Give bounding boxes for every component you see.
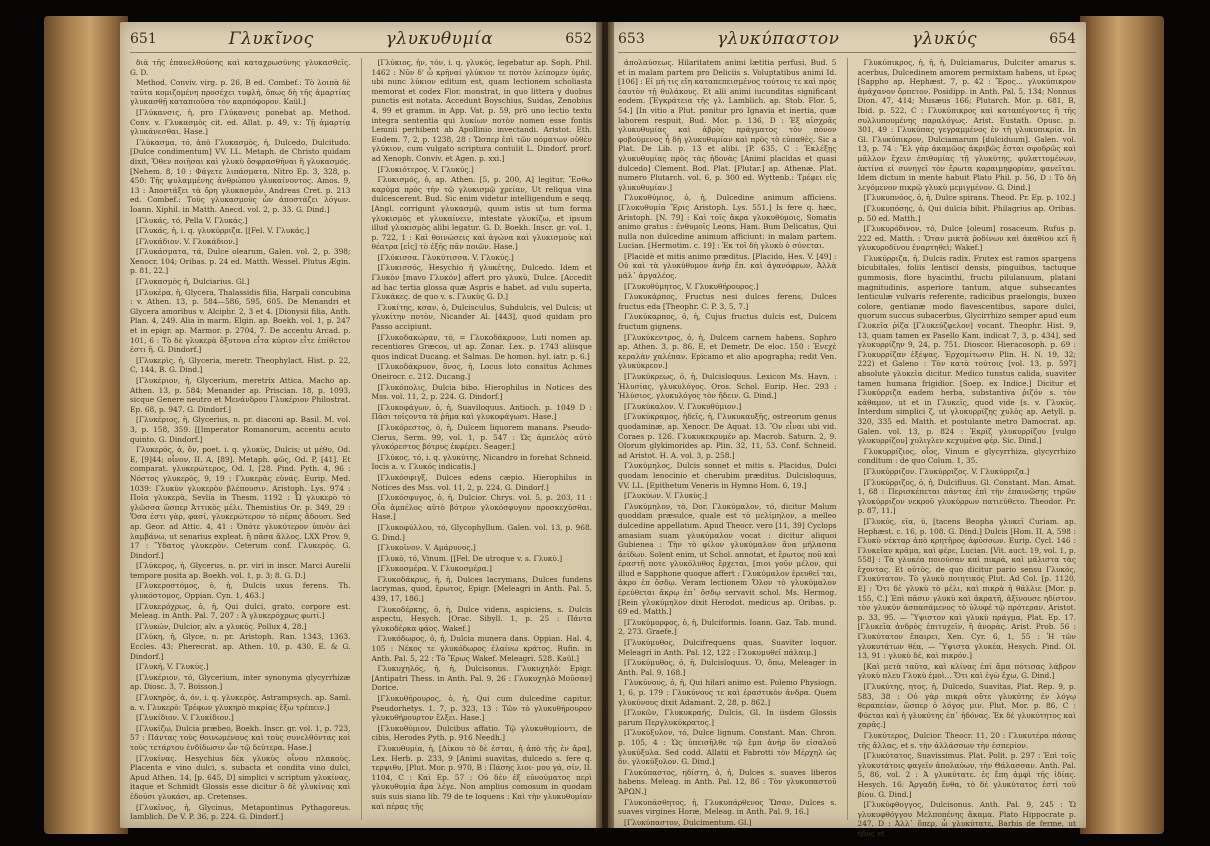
dictionary-entry: [Γλυκάσματα, τά, Dulce olearum, Galen. vol. 2, p. 398; Xenocr. 104; Oribas. p. 24 ed. Matth. Wessel. Plutus Ægin. p. 81, 22.]	[130, 247, 351, 276]
dictionary-entry: [Γλυκηρὸς, ἁ, όν, i. q. γλυκερὸς. Astrampsych. ap. Saml. a. v. Γλυκερὸ: Τρέφων γλυκηρὸ πικρίας ἔξω τρέπειν.]	[130, 693, 351, 712]
dictionary-entry: [Γλυκίζω, Dulcia præbeo, Boekh. Inscr. gr. vol. 1, p. 723, 57 : Πάντας τοὺς θοινωμένους καὶ τοὺς συνελθόντας κοὶ τοὺς τετάρτου ἐνδίδωσιν ὧν τῷ δεύτερα. Hase.]	[130, 723, 351, 752]
dictionary-entry: [Γλυκισσός, Hesychio ἡ γλυκέτης, Dulcedo. Idem et Γλυκὸν [mavo Γλυκόν] affert pro γλυκὺ, Dulce. [Accedit ad hac tertia glossa quæ Aspris e habet. ad vulu superta, Γλυκάκες. de quo v. s. Γλυκὺς G. D.]	[371, 263, 592, 302]
column-number-653: 653	[618, 31, 645, 47]
dictionary-entry: Γλυκυπάσθητος, ἡ, Γλυκυπάρθενος Ὥσαν, Dulces s. suaves virgines Horæ, Meleag. in Anth. Pal. 9, 16.]	[618, 797, 837, 817]
dictionary-entry: διὰ τῆς ἐπανελθούσης καὶ καταχρωσύνης γλυκασθεῖς. G. D.	[130, 58, 351, 77]
column-divider	[847, 58, 848, 820]
dictionary-entry: [Γλυκύρριζον. Γλυκύρριζος. V. Γλυκύρριζα.]	[863, 466, 1030, 476]
dictionary-entry: [Γλυκύμυθος, ὁ, ἡ, Dulcisloquus. Ὁ, ὅπω, Meleager in Anth. Pal. 9, 168.]	[618, 658, 837, 677]
dictionary-entry: [Γλυκερὶς, ἡ, Glyceria, meretr. Theophylact. Hist. p. 22, C, 144, B. G. Dind.]	[130, 355, 351, 375]
dictionary-entry: [Γλύκερος, ἡ, Glycerus, n. pr. viri in inscr. Marci Aurelii tempore posita ap. Boekh. vol. 1, p. 3; 8. G. D.]	[130, 561, 351, 580]
dictionary-entry: [Γλύκη, ἡ, Glyce, n. pr. Aristoph. Ran. 1343, 1363. Eccles. 43; Pherecrat. ap. Athen. 10, p. 430, E. & G. Dindorf.]	[130, 632, 351, 661]
left-book-edge	[44, 16, 128, 834]
dictionary-entry: [Γλυκύκραμος, ἡδεῖς, ἡ, Γλυκυκαυξῆς, ostreorum genus quodaminæ, ap. Xenocr. De Aquat. 13. Ὃν εἶναι ubi vid. Coraes p. 126. Γλυκυκεκρυμέν ap. Macrob. Saturn. 2, 9. Olorum glykimorides ap. Plin. 32, 11, 53. Conf. Schneid. ad Aristot. H. A. vol. 3, p. 258.]	[618, 412, 837, 460]
column-651-text	[130, 58, 351, 820]
dictionary-entry: [Γλυκέριον, τό, Glycerium, inter synonyma glycyrrhizæ ap. Diosc. 3, 7. Boisson.]	[130, 672, 351, 692]
dictionary-entry: Γλυκύνους, ὁ, ἡ, Qui hilari animo est. Polemo Physiogn. 1, 6, p. 179 : Γλυκύνους τε καὶ ἐραστικὸν ἀνδρα. Quem γλυκύνους dixit Adamant. 2, 28, p. 862.]	[618, 678, 837, 707]
column-divider	[361, 58, 362, 820]
dictionary-entry: Γλυκύκαρπος, ὁ, ἡ, Cujus fructus dulcis est, Dulcem fructum gignens.	[618, 312, 837, 332]
header-rule	[618, 52, 1076, 53]
dictionary-entry: [Γλυκόσφυγος, ὁ, ἡ, Dulcior. Chrys. vol. 5, p. 203, 11 : Οἷα ἀμπέλος αὐτὸ βότρυν γλυκόσφυγον προσκεχύσθαι. Hase.]	[371, 493, 592, 522]
dictionary-entry: [Γλυκύτης, ητος, ἡ, Dulcedo, Suavitas, Plat. Rep. 9, p. 583, 38 : Οὐ γὰρ πικρὰ οὔτε γλυκύτης ἐν λόγῳ θεραπείαν, ὥσπερ ὁ λόγος μιν. Plut. Mor. p. 86, C : Φύεται καὶ ἡ γλυκύτης ἐπ᾽ ἡδόνας. Ἐκ δὲ γλυκύτητος καὶ χαρᾶς.]	[857, 682, 1076, 730]
dictionary-entry: [Γλυκύπαστον, Dulcimentum. Gl.]	[624, 817, 752, 827]
dictionary-entry: ἀπολαύσεως. Hilaritatem animi lætitia perfusi, Bud. 5 et in malam partem pro Deliciis s. Voluptatibus animi Id. [106] : Εἰ μή τις εἴη καταπεπεισμένος τούτοις τε καὶ πρὸς ἑαυτὸν τῇ θυλάκους. Et alii animi iucunditas significant eodem. [Ἐγκράτεια τῆς γλ. Lamblich. ap. Stob. Flor. 5, 54.] [In vitio a Plut. ponitur pro Ignavia et inertia, quæ laborem respuit, Bud. Mor. p. 136, D : Ἐξ αἰσχρᾶς γλυκυθυμίας καὶ ἀβρὸς πράγματος τὸν πόνον φοβούμενος ἦ δὴ γλυκυθυμίαν καὶ πρὸς τὸ εὐπαθὲς. Sic a Plat. De Lib. p. 13 et alibi. [P. 635, C : Ἐκλέξῃς γλυκυθυμίας πρὸς τὰς ἡδονὰς [Animi placidas et quasi dulcedo] Clement. Bod. Plat. [Plutar.] ap. Athenæ. Plat. numero Plutarch. vol. 6, p. 300 ed. Wyttenb.: Τρέφει εἰς γλυκυθυμίαν.]	[618, 58, 837, 192]
dictionary-entry: [Γλυκυθύμιον, Dulcibus affatio. Τῷ γλυκυθυμίοντι, de cibis, Herodes Pyth. p. 916 Needh.]	[371, 723, 592, 743]
right-page-columns	[618, 58, 1076, 838]
dictionary-entry: [Γλυκόσφιγξ, Dulces edens cæpio. Hierophilus in Notices des Mss. vol. 11, 2, p. 224. G. Dindorf.]	[371, 472, 592, 492]
dictionary-entry: Γλυκίτης, κσαν, ὁ, Dulcisculus, Subdulcis, vel Dulcis; ut γλυκίτην ποτὸν, Nicander Al. [443], quod quidam pro Passo accipiunt.	[371, 302, 592, 332]
dictionary-entry: Γλυκυκάρπος, Fructus nesi dulces ferens, Dulces fructus eda [Theophr. C. P. 3, 5, 7.]	[618, 292, 837, 311]
dictionary-entry: [Γλυκύκρεως, ὁ, ἡ, Dulcisloquus. Lexicon Ms. Havn. : Ἠλυσίας, γλυκυλόγος. Oros. Schol. Eurip. Hec. 293 : Ἠλύσιος, γλυκυλόγος τὸν ἤδειν. G. Dind.]	[618, 372, 837, 401]
column-654-text	[857, 58, 1077, 838]
dictionary-entry: [Placidè et mitis animo præditus. [Placido, Hes. V. [49] : Οὐ καὶ τὰ γλυκύθυμον ἀνὴρ ἔπ. καὶ ἀγανόφρων, Ἀλλὰ μάλ᾽ ἀργαλέος.	[618, 251, 837, 281]
dictionary-entry: [Γλυκοσμέρα. V. Γλυκοσμέρα.]	[377, 564, 492, 574]
dictionary-entry: [Γλυκύτατος, Suavissimus. Plat. Polit. p. 297 : Ἐπὶ τοῖς γλυκυτάτοις φαγεῖν ἀπολαύων, τὴν Θάλασσαν. Anth. Pal. 5, 86, vol. 2 : Ἁ γλυκύτατε. ἐς ἔπη ἀμφὶ τῆς ἰδίας. Hesych. 16: Ἀργαδὴ ἔνθα, τὸ δὲ γλυκύτατος ἐστὶ τοῦ βίου. G. Dind.]	[857, 751, 1076, 799]
dictionary-entry: [Γλυκυπόσης, ὁ, Qui dulcia bibit. Philagrius ap. Oribas. p. 50 ed. Matth.]	[857, 203, 1076, 223]
header-rule	[130, 52, 592, 53]
dictionary-entry: [Γλυκόπολις, Dulcia bibo. Hierophilus in Notices des Mss. vol. 11, 2, p. 224. G. Dindorf.]	[371, 382, 592, 402]
dictionary-entry: [Γλυκοῖνον. V. Αμάρυνος.]	[377, 543, 476, 553]
dictionary-entry: [Γλυκών, Dulcior, alv. a γλυκύς. Pollux 4, 28.]	[136, 621, 307, 631]
dictionary-entry: [Γλυκύφθογγος, Dulcisonus. Anth. Pal. 9, 245 : Ὤ γλυκυφθόγγου Μελποπένης ἄκαμα. Plato Hippocrate p. 247, D : Ἀλλ᾽ ὅπερ, ὦ γλυκύτατε, Barbis de ferme, ut ἡδὺς et	[857, 800, 1076, 838]
dictionary-entry: [Γλυκάδιον. V. Γλυκάδιον.]	[136, 236, 238, 246]
dictionary-entry: [Γλυκέρα, ἡ, Glycera, Thalassidis filia, Harpali concubina : v. Athen. 13, p. 584—586, 595, 605. De Menandri et Glycera amoribus v. Alciphr. 2, 3 et 4. [Dionysii filia, Anth. Plan. 4, 249. Alia in marm. Elgin. ap. Boekh. vol. 1, p. 247 et in epigr. ap. Marmor. p. 2704, 7. De accentu Arcad. p. 101, 6 : Τὸ δὲ γλυκερὰ ὄξυτονα εἶτα κύριον εἶτε ἐπίθετον ἐστι ἢ. G. Dindorf.]	[130, 287, 351, 355]
dictionary-entry: [Γλυκίνας. Hesychius δὲκ γλυκὺς οἶνου πλακοὺς. Placenta e vino dulci, s. subacta et condita vino dulci, Apud Athen. 14, [p. 645, D] simplici v scriptum γλυκίνας, itaque et Schmidt Glossis esse dicitur ὃ δὲ γλυκίνας καὶ ἐδούσι γλυκάσι, ap. Cretenses.	[130, 753, 351, 801]
right-book-edge	[1080, 16, 1164, 834]
dictionary-entry: Γλυκύτερος, Dulcior. Theocr. 11, 20 : Γλυκυτέρα πάσας τῆς ἄλλας, et s. τὴν ἀλλάσσων τὴν ἐσπερίον.	[857, 730, 1076, 750]
dictionary-entry: Γλυκύμηλος, Dulcis sonnet et mitis s. Placidus, Dulci quodam lenocinio et cherubim præditus. Dulcisloquus, VV. LL. [Epithetum Veneris in Hymno Hom. 6, 19.]	[618, 461, 837, 490]
dictionary-entry: Γλυκυχηλός, ἡ, ἡ, Dulcisonus. Γλυκυχηλὸ: Epigr. [Antipatri Thess. in Anth. Pal. 9, 26 : Γλυκυχηλὸ Μοῦσαν] Dorice.	[371, 664, 592, 693]
dictionary-entry: [Γλύκος, τό, i. q. γλυκύτης, Nicandro in forehat Schneid. Iocis a. v. Γλυκός indicatis.]	[371, 452, 592, 472]
dictionary-entry: [Γλυκύκαλον. V. Γλυκυθύμιον.]	[624, 401, 742, 411]
dictionary-entry: [Γλυκή, V. Γλυκύς.]	[136, 662, 209, 672]
left-page-header	[130, 28, 592, 50]
book-gutter	[596, 22, 614, 828]
dictionary-entry: [Γλυκυθήρουρος, ὁ, ἡ, Qui cum dulcedine capitur, Pseudorhetys. 1. 7, p. 323, 13 : Τῶν τὸ γλυκυθήρουρον γλυκυθήρουρτον ἔλξει. Hase.]	[371, 694, 592, 723]
dictionary-entry: [Γλυκύς, εῖα, ύ, [tacens Beopha γλυκεῖ Curiam. ap. Hephæst. c. 16, p. 108. G. Dind.] Dulcis [Hom. II. A, 598 : Γλυκὺ νέκταρ ἀπὸ κρητῆρος ἀφύσσων. Eurip. Cycl. 146 : Γλυκεῖαν κρᾶμα, καὶ φέρε, Lucian. [Vit. auct. 19, vol. 1, p. 558] : Τὰ γλυκέα ποιούσαν καὶ πικρά, καὶ μάλιστα τὰς ἔχοντας. Et οὐτὸς, de quo dicitur pario sensu Γλυκός, Γλυκύτατον. Τὸ γλυκὺ ποιητικός Plut. Ad Col. [p. 1120, E] : Ὅτι δὲ γλυκὺ τὸ μέλι, καὶ πικρὰ ἡ θάλλιε [Mor. p. 155, C.] Ἐπὶ πᾶσιν γλυκὺ καὶ ἀκρατῆ, ἀξίνουσε ηδίστον. τὸν γλυκύν ἀσπασάμενος τὸ ὑλυφέ τῷ πρότεραν. Aristot. p. 33, 95. — Ὕψιστον καὶ γλυκὺ πράγμα, Plat. Ep. 17. [Γλυκεῖα ἀνδρὸς ἐπιτυχεῖν, ἢ ἀνορὰς. Arist. Prob. 56 : Γλυκύτατον ἔπαιρει, Xen. Cyr. 6, 1, 55 : Ἡ τῶν γλυκυτάτων θέα, — Ὕψιστα γλυκέα, Hesych. Pind. Ol. 13, 91 : γλυκὺ δέ, καὶ πικρόν.]	[857, 516, 1076, 661]
dictionary-entry: [Γλυκεροστόμος, ὁ, ἡ, Dulcis uxus ferens. Th. γλυκόστομος, Oppian. Cyn. 1, 463.]	[130, 581, 351, 601]
right-page-header	[618, 28, 1076, 50]
dictionary-entry: Γλυκοδάκρυς, ἡ, ἡ, Dulces lacrymans, Dulces fundens lacrymas, quod, ἔρωτος, Epigr. [Meleagri in Anth. Pal. 5, 439, 17, 186.]	[371, 574, 592, 604]
dictionary-entry: Γλύκασμα, τό, ἀπὸ Γλυκασμὸς, ἡ, Dulcedo, Dulcitudo. [Dulce condimentum] VV. LL. Metaph. de Christo quidam dixit, Ὅθεν ποιῆσαι καὶ γλυκὺ ὄσφρασθῆναι ἢ γλυκασμός. [Nehem. 8, 10 : Φάγετε λιπάσματα. Nitro Ep. 3, 328, p. 450: Τῆς ψυλαμμένης ἁνθρώπου γλυκαίνοντος. Amos. 9, 13 : Ἀποστάξει τὰ ὄρη γλυκασμόν. Andreas Cret. p. 213 ed. Combef.: Τοὺς γλυκασμοὺς ὧν ἀποστάζει λόγων. Ioann. Xiphil. in Matth. Anecd. vol. 2, p. 33. G. Dind.]	[130, 137, 351, 214]
dictionary-entry: [Γλυκιότερος. V. Γλυκύς.]	[377, 164, 474, 174]
dictionary-entry: [Γλυκερόχρως, ὁ, ἡ, Qui dulci, grato, corpore est. Meleag. in Anth. Pal. 7, 207 : Ἀ γλυκερόχρως φωτί.]	[130, 601, 351, 621]
right-page	[608, 22, 1086, 838]
headword-left: γλυκύπαστον	[716, 29, 840, 49]
dictionary-entry: Γλυκόδωρος, ὁ, ἡ, Dulcia munera dans. Oppian. Hal. 4, 105 : Νέκος τε γλυκόδωρος ἐλαίνω κράτος. Rufin. in Anth. Pal. 5, 22 : Τὸ Ἔρως Wakef. Meleagri. 528. Kaül.]	[371, 634, 592, 663]
left-page-columns	[130, 58, 592, 820]
dictionary-entry: Γλυκυθύμιος, ὁ, ἡ, Dulcedine animum afficiens. [Γλυκυθυμία Ἔρις Aristoph. Lys. 551.] Is fere q. hæc, Aristoph. [N. 79] : Καὶ τοῖς ἄκρα γλυκυθύμοις, Somatis animo gratus : ἐνθυμοῖς Leons, Ham. Bum Delicatus, Qui nulla non dulcedine animum afficiunt: in malam partem. Lucian. [Hermotim. c. 19] : Ἐκ τοῖ δὴ γλυκὺ ὁ σύνεται.	[618, 193, 837, 251]
dictionary-entry: Γλυκερὸς, ἁ, ὄν, poet. i. q. γλυκὺς, Dulcis; ut μέθυ, Od. E, [9]44; οἶνον, II. A, [89]. Metaph. φῶς, Od. P, [41]. Et comparat. γλυκερώτερος, Od. I, [28. Pind. Pyth. 4, 96 : Νόστος γλυκερὸς, 9, 19 : Γλυκερὰς εὐνάς. Eurip. Med. 1039: Γλυκὺν γλυκερὸν βλέπουσιν. Aristoph. Lys. 974 : Ποῖα γλυκερὰ, Sevlia in Thesm. 1192 : Ὦ γλυκερὸ τὸ γλῶσσα ὥσπερ Ἀττικὸς μέλι. Themistius Or. p. 349, 29 : Ὅσα ἐστι γὰρ, φασί, γλυκερώτερον τὸ πέρας ἄδουσι. Sed ap. Geor. ad Attic. 4, 41 : Ὁπότε γλυκύτερον ὑπνὸν ἀεὶ λαμβάνω, ut senarius expleat. ἢ πᾶσα ἄλλος. LXX Prov. 9, 17 : Ὕδατος γλυκερὸν. Ceterum conf. Γλυκερὸς. G. Dindorf.]	[130, 445, 351, 560]
dictionary-entry: [Γλυκῶν, Γλυκυκραής, Dulcis, Gl. In iisdem Glossis parum Περγλυκύκρατος.]	[618, 708, 837, 727]
column-653-text	[618, 58, 837, 827]
headword-left: Γλυκῖνος	[228, 29, 314, 49]
dictionary-entry: [Γλύκιος, ἡν, τόν, i. q. γλυκύς, legebatur ap. Soph. Phil. 1462 : Νῦν δ' ὦ κρῆναί γλύκιον τε ποτὸν λείπομεν ὑμᾶς, ubi nunc λύκιον editum est, quam lectionem scholiasta memorat et codex Flor. monstrat, in quo littera γ duobus punctis est notata. Accedunt Boyschius, Suidas, Zenobius 4, 99 et gramm. in App. Vat. p. 59, prō uno lectio textu integra sententia qui λυκίων ποτὸν nomen esse fontis Lemnii perhibent ab Apollinio invectandi. Aristot. Eth. Eudem. 7, 2, p. 1238, 28 : Ὥσπερ ἐπὶ τῶν πόματων οὐθὲν γλύκιον, cum vulgato scriptura contulit L. Dindorf. prorf. ad Xenoph. Conviv. et Agen. p. xxi.]	[371, 58, 592, 163]
dictionary-entry: Γλυκοδέρκης, ὁ, ἡ, Dulce videns, aspiciens, s. Dulcis aspectu, Hesych. [Orac. Sibyll. 1, p. 25 : Πάντα γλυκοδέρκα φάος. Wakef.]	[371, 604, 592, 633]
dictionary-entry: [Γλυκίδιον. V. Γλυκίδιον.]	[136, 713, 234, 723]
dictionary-entry: [Γλυκυρόδινον, τό, Dulce [oleum] rosaceum. Rufus p. 222 ed. Matth. : Ὅταν μικτὰ ῥοδίνων καὶ ἀκαθίου κεῖ ἢ γλυκυροδίνου ἐναρτηθεὶ; Wakef.]	[857, 224, 1076, 253]
dictionary-entry: [Γλυκυθύμητος, V. Γλυκυθήρουρος.]	[624, 281, 759, 291]
dictionary-entry: Γλυκύπικρος, ἡ, ἡ, ἡ, Dulciamarus, Dulciter amarus s. acerbus, Dulcedinem amorem permixtam habens, ut ἔρως [Sappho ap. Hephæst. 7, p. 42 : Ἔρος... γλυκύπικρον ἀμάχανον ὄρπετον. Posidipp. in Anth. Pal. 5, 134; Nonnus Dion. 47, 414; Musæus 166; Plutarch. Mor. p. 681, B, Ibid. p. 522, C : Γλυκύπικρος καὶ καταπέγοντες ἢ τῆς συλλυπουμένης παραλόγως. Arist. Eustath. Opusc. p. 301, 49 : Γλυκύπας γεγραμμένος ἐν τῆ γλυκυπικρία. In Gl. Γλυκύπικρον, Dulciamarum [dulciduum]. Galen. vol. 13, p. 74 : Ἔλ γὰρ ἀκαμῶος ἀκριβῶς ἔσται σφοδρῶς καὶ μᾶλλον ἔχειν ἐπιθυμίας τῇ γλυκύτης, φυλαττομένων, ἀκτίνα εἰ συνηγεῖ τὸν ἔρωτα καραιμηφορίαν, φανεῖται. Idem dictum in mente habuit Plato Phil. p. 56, D : Τὸ δὴ λεγόμενον πικρῷ γλυκὺ μεμιγμένον. G. Dind.]	[857, 58, 1076, 192]
dictionary-entry: Γλυκισμός, ὁ, ap. Athen. [5, p. 200, A] legitur, Ἔσθω καρύμα πρὸς τὴν τῷ γλυκισμῷ χρείαν, Ut reliqua vina dulcescerent. Bud. Sic enim videtur intelligendum e seqq. [Angl. corrigunt γλυκασμῷ, quum istis ut tum forma γλυκισμὸς et γλυκαίνειν, intestate γλυκίζω, et ipsum illud γλυκισμὸς alibi legatur. G. D. Boekh. Inscr. gr. vol. 1, p. 722, 1 : Καὶ θοινώσεις καὶ ἀγώνα καὶ γλυκισμοὺς καὶ θέατρα [εἰς] τὸ ἑξῆς πᾶν ποιῶν. Hase.]	[371, 175, 592, 252]
dictionary-entry: [Γλυκέριον, ἡ, Glycerium, meretrix Attica. Macho ap. Athen. 13, p. 584; Menander ap. Priscian. 18, p. 1093, sicque Genere neutro et Μενάνδρου Γλυκέριον Philostrat. Ep. 68, p. 947. G. Dindorf.]	[130, 376, 351, 414]
dictionary-entry: [Γλύκανσις, ἡ, pro Γλύκανσις ponebat ap. Method. Conv. v. Γλυκασμὸς cit. ed. Allat. p. 49, v.: Τῇ ἁμαρτίᾳ γλυκάνεσθαι. Hase.]	[130, 107, 351, 137]
dictionary-entry: [Γλυκύξυλον, τό, Dulce lignum. Constant. Man. Chron. p. 105, 4 : Ὡς ὑπεισῆλθε τῷ ἔμπ ἀνὴρ ὃν εἰσαλοῦ γλυκύξυλα. Sed codd. Allatii et Fabrotti τὸν Μέρχηλ ὡς ὅν. γλυκύξυλον. G. Dind.]	[618, 728, 837, 767]
dictionary-entry: [Γλύκισσα. Γλυκύτισσα. V. Γλυκύς.]	[377, 252, 514, 262]
column-number-652: 652	[565, 31, 592, 47]
dictionary-entry: [Γλυκάς, τό, Pella V. Γλυκάς.]	[136, 215, 248, 225]
dictionary-entry: [Γλυκὸ, τό, Vinum. [[Fel. De utroque v. s. Γλυκὺ.]	[377, 553, 563, 563]
dictionary-entry: [Γλυκῖνος, ἡ, Glycinus, Metapontinus Pythagoreus. Iamblich. De V. P. 36, p. 224. G. Dindorf.]	[130, 802, 351, 822]
dictionary-entry: Γλυκύμηλον, τὸ, Dor. Γλυκύμαλον, τό, dicitur Malum quoddam præsulce, quale est τὸ μελίμηλον, a melleo dulcedine appellatum. Apud Theocr. vero [11, 39] Cyclops amasiam suam γλυκύμαλον vocat : dicitur aliquoi Gubienea : Τὴν τὸ φίλον γλυκύμαλον ἄνα μήλασπα ἀείδων. Solent enim, ut Schol. annotat, et ἔρωτος ποῦ καὶ ἐραστῆ ποτε γλυκόλυθος ἔρχεται, [πιοι γοῦν μέλον, qui illud e Sapphone quoque affert : Γλυκύμαλον ἐρευθεῖ ται, ἀκρο ἐπ ὄσδῳ. Veram lectionem Ὄλον τὸ γλυκύμαλον ἐρεύθεται ἄκρῳ ἐπ᾽ ὄσδῳ servavit schol. Ms. Hermog. [Rein γλυκύμηλον dixit Herodot. medicus ap. Oribas. p. 69 ed. Matth.]	[618, 501, 837, 617]
headword-right: γλυκυθυμία	[385, 29, 494, 49]
left-page	[120, 22, 602, 828]
dictionary-entry: [Γλυκάς, ἡ, i. q. γλυκύρριζα. [[Fel. V. Γλυκάς.]	[136, 226, 310, 236]
dictionary-entry: [Γλυκύων. V. Γλυκὺς.]	[624, 491, 708, 501]
column-number-651: 651	[130, 31, 157, 47]
dictionary-entry: Γλυκυρρίζιος, οἶος, Vinum e glycyrrhiza, glycyrrhizo conditum : de quo Colum. 1, 35.	[857, 446, 1076, 466]
headword-right: γλυκύς	[911, 29, 977, 49]
dictionary-entry: [Γλυκύμορφος, ὁ, ἡ, Dulciformis. Ioann. Gaz. Tab. mund. 2, 273. Graefe.]	[618, 617, 837, 637]
dictionary-entry: [Γλυκυπνόος, ὁ, ἡ, Dulce spirans. Theod. Pr. Ep. p. 102.]	[863, 193, 1076, 203]
dictionary-entry: [Γλυκόρεστος, ὁ, ἡ, Dulcem liquorem manans. Pseudo-Clerus, Serm. 99, vol. 1, p. 547 : Ὡς ἀμπελὸς αὐτὸ γλυκόρεστος βότρυς ἐκφέρει. Seager.]	[371, 422, 592, 452]
dictionary-entry: [Καὶ μετὰ ταῦτα, καὶ κλίνας ἐπί ἄμα πότισας λάβρον γλυκὺ πλευ Γλυκὺ ἐμοὶ... Ὄτι καὶ ἐγὼ ἔχω, G. Dind.]	[857, 661, 1076, 681]
dictionary-entry: [Γλυκοφάγων, ὁ, ἡ, Suaviloquus. Antioch. p. 1049 D : Πᾶσι τοῖςοντα τὰ ῥῆμα καὶ γλυκοφάγωσι. Hase.]	[371, 402, 592, 422]
dictionary-entry: Method. Conviv. virg. p. 26, B ed. Combef.: Τὸ λοιπὰ δὲ ταῦτα κομιζομένη προσέχει τυφλή, ὅπως δὴ τῆς ἁμαρτίας γλυκασθῇ καταπιοῦσα τὸν καρπόφορον. Kaül.]	[130, 78, 351, 107]
dictionary-entry: Γλυκύπαστος, ηδίστη, ὁ, ἡ, Dulces s. suaves liberos habens. Meleag. in Anth. Pal. 12, 86 : Τὸν γλυκυπαστοῦ ἍΡΩΝ.]	[618, 767, 837, 796]
dictionary-entry: [Γλυκύκεντρος, ὁ, ἡ, Dulcem carnem habens. Sophro ap. Athen. 3, p. 86, E, et Demetr. De eloc. 150 : Ἐνεχὲ κεραλὰν χαλέπαν. Epicamo et alio apographa; redit Ven. γλυκύκρεον.]	[618, 332, 837, 371]
dictionary-entry: [Γλυκέριος, ἡ, Glycerius, n. pr. diaconi ap. Basil. M. vol. 3, p. 158, 359. [[Imperator Romanorum, accentu acuto quinto. G. Dindorf.]	[130, 415, 351, 444]
dictionary-entry: [Γλυκοδακώραν, τό, = Γλυκοδάκρυον, Luti nomen ap. recentiores Græcos, ut ap. Zonar. Lex. p. 1743 aliisque quos indicat Ducang. et Salmas. De homon. hyl. iatr. p. 6.]	[371, 332, 592, 361]
dictionary-entry: [Γλυκοδάκρυον, ὄνος, ἡ, Locus loto consitus Achmes Oneirocr. c. 212. Ducang.]	[371, 362, 592, 381]
dictionary-entry: Γλυκύρριζα, ἡ, Dulcis radix. Frutex est ramos spargens bicubitales, foliis lentisci densis, pinguibus, tactuque gummosis, flore hyacinthi, fructu pilulanuum, platani magnitudinis, asperiore tantum, atque subsecantes lenticulæ vulvaris referente, radicibus praelongis, buxeo colore, gentianæ modo flavescentibus, sapore dulci, quorum succus subacerbus, Glycirrhizo semper apud eum Γλυκεῖα ῥίζα [Γλυκεύζφελον] vocant. Theophr. Hist. 9, 13, quam tamen ex Pasello Kam. indicat 7, 3, p. 434], sed γλυκυρρίζην 9, 24, p. 751. Dioscor. Hieracosoph. p. 69 : Γλυκυρρίζαν ἑξέψας. Ἐρχομίτωσιν Plin. H. N. 19, 32; 222) et Galeno : Τὸν κατὰ τούτοις [vol. 13, p. 597] absolute γλυκεῖα dicitur. Medico tunstus calida, suaviter tamen humana frigidior. [Soep. ex Indice.] Dicitur et Γλυκύρριζα eadem herba, substantiva ῥιζόν s. τὸν κάθαμον, ut et in Γλυκεῖς, quod vide [s. v. Γλυκὺς. Interdum simplici ζ, ut γλυκυρρίζης χυλὸς ap. Aetyll. p. 320, 335 ed. Matth. et postulante metro Damocrat. ap. Galen. vol. 13, p. 824 : Ἐκρίζ γλυκυρρίζου [vulgo γλυκυρρίζου] χυλιγλεν κεχυμένα φέρ. Sic. Dind.]	[857, 253, 1076, 446]
column-number-654: 654	[1049, 31, 1076, 47]
dictionary-entry: Γλυκυθυμία, ἡ, [Δίκου τὸ δὲ ἐσται, ἡ ἀπὸ τῆς ἐν ἄρα], Lex. Herb. p. 233, 9 [Animi suavitas, dulcedo s. fere q. τερψιθυ, [Plut. Mor. p. 970, B : Πάσης λιοι- μου γά, σίν, II. 1104, C : Καὶ Ep. 57 : Οὐ δὲν ἐξ εὐνούματος περὶ γλυκυθυμία ἄρα λέγε. Non amplius comosum in quodam suis suis siano lib. 79 de te loquens : Καὶ τὴν γλυκυθυμίαν καὶ πέρας τῆς	[371, 743, 592, 811]
dictionary-entry: [Γλυκοφύλλου, τό, Glycophyllum. Galen. vol. 13, p. 968. G. Dind.]	[371, 522, 592, 542]
dictionary-entry: [Γλυκύρριζος, ὁ, ἡ, Dulcifluus. Gl. Constant. Man. Amat. 1, 68 : Περισκέπεται πάντας ἐπὶ τὴν ἐπαινῶσης τηρῶν γλυκύρριζον νεκροῦ γλυκύρρων πατιεύθετο. Theodor. Pr. p. 87, 11.]	[857, 477, 1076, 516]
column-652-text	[372, 58, 593, 820]
dictionary-entry: [Γλυκύμυθος, Dulcifrequens quas, Suaviter loquor. Meleagri in Anth. Pal. 12, 122 : Γλυκυμυθεῖ πάλαιμ.]	[618, 638, 837, 657]
dictionary-entry: [Γλυκασμὸς ἡ, Dulciarius. Gl.]	[136, 277, 250, 287]
